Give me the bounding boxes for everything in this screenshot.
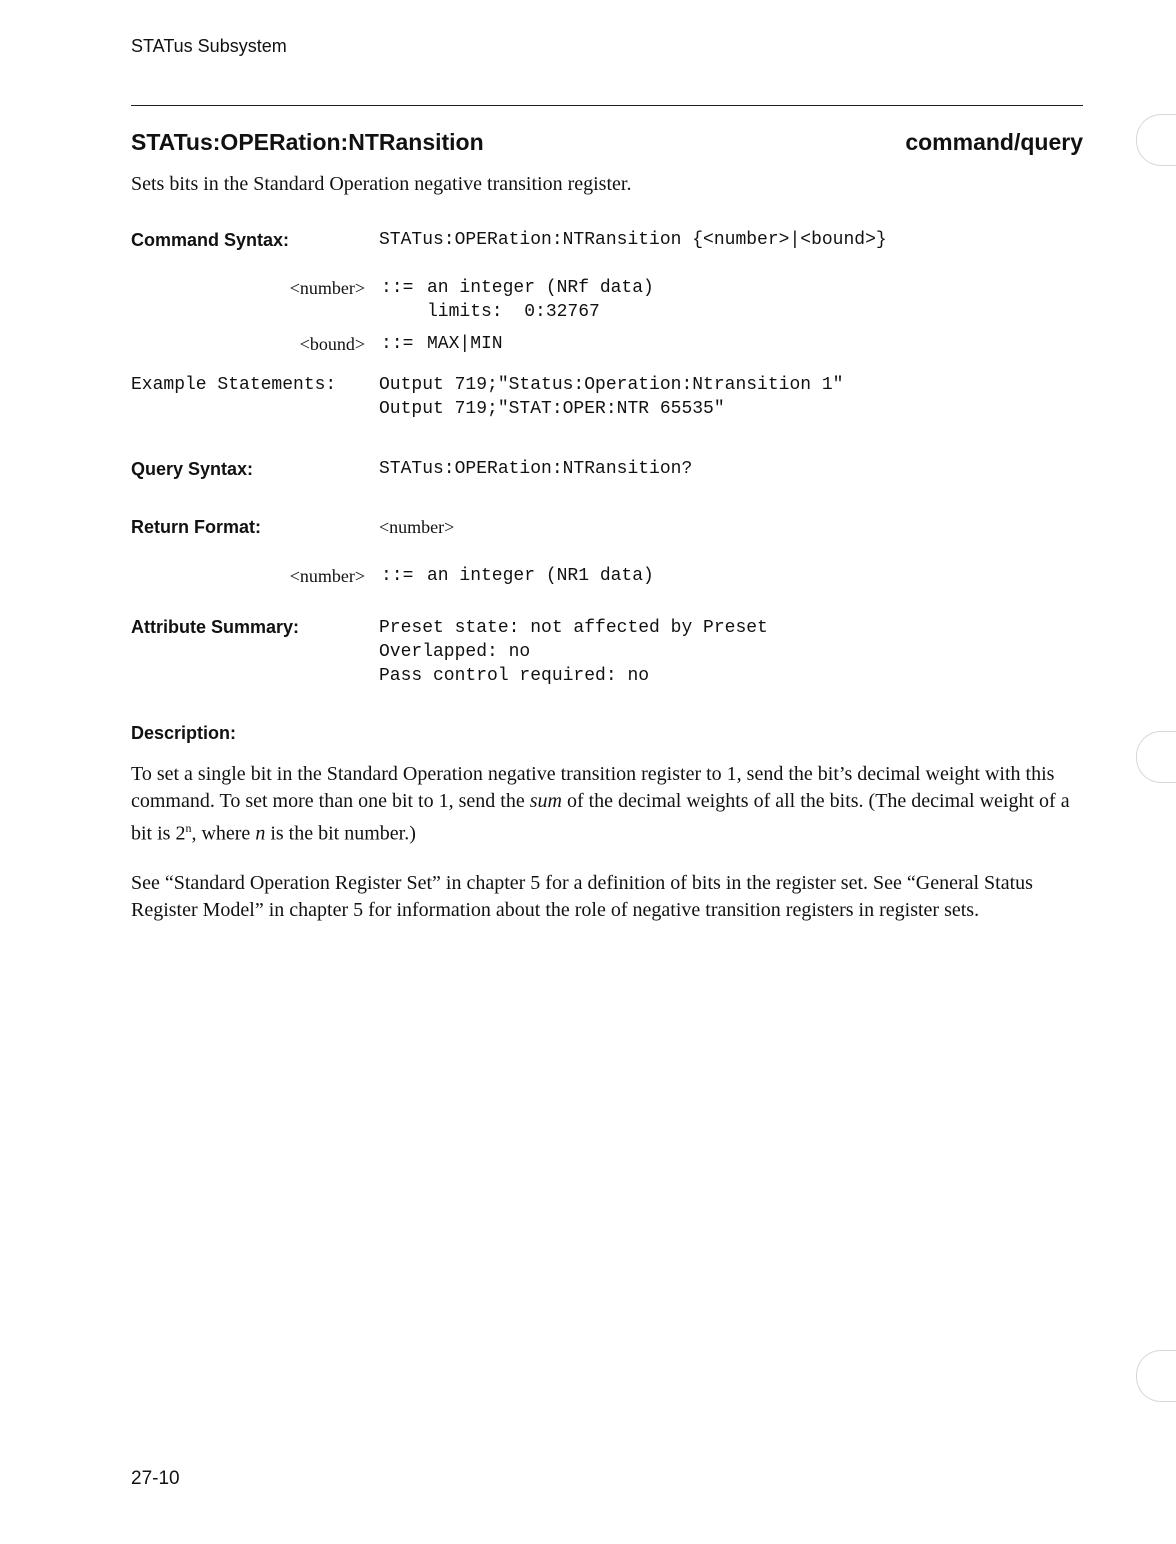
- bound-def-line: MAX|MIN: [427, 334, 503, 354]
- binder-hole: [1136, 114, 1176, 166]
- return-number-term: <number>: [289, 566, 365, 586]
- example-line: Output 719;"STAT:OPER:NTR 65535": [379, 399, 725, 419]
- header-rule: [131, 105, 1083, 106]
- command-syntax-value: STATus:OPERation:NTRansition {<number>|<bound>}: [379, 230, 887, 250]
- attribute-line: Overlapped: no: [379, 642, 531, 662]
- return-format-label: Return Format:: [131, 517, 261, 537]
- number-limits-line: limits: 0:32767: [427, 302, 600, 322]
- binder-hole: [1136, 1350, 1176, 1402]
- attribute-summary-label: Attribute Summary:: [131, 617, 300, 637]
- query-syntax-value: STATus:OPERation:NTRansition?: [379, 459, 693, 479]
- number-def-line: an integer (NRf data): [427, 278, 654, 298]
- running-header: STATus Subsystem: [131, 36, 287, 56]
- command-summary: Sets bits in the Standard Operation negative transition register.: [131, 173, 632, 195]
- page-number: 27-10: [131, 1468, 180, 1489]
- attribute-line: Preset state: not affected by Preset: [379, 618, 768, 638]
- query-syntax-label: Query Syntax:: [131, 459, 254, 479]
- bound-sep: ::=: [381, 334, 414, 354]
- number-term: <number>: [289, 278, 365, 298]
- bound-term: <bound>: [299, 334, 365, 354]
- example-statements-label: Example Statements:: [131, 375, 337, 395]
- return-number-def: an integer (NR1 data): [427, 566, 654, 586]
- command-title: STATus:OPERation:NTRansition: [131, 129, 484, 155]
- description-paragraph-2: See “Standard Operation Register Set” in chapter 5 for a definition of bits in the register set. See “General Status Register Model” in chapter 5 for information about the role of negative transition registers in register sets.: [131, 872, 1033, 921]
- return-format-value: <number>: [379, 517, 455, 537]
- number-sep: ::=: [381, 278, 414, 298]
- description-paragraph-1: To set a single bit in the Standard Operation negative transition register to 1, send the bit’s decimal weight with this command. To set more than one bit to 1, send the sum of the decimal weights of all the bits. (The decimal weight of a bit is 2$^n$, where n is the bit number.): [131, 763, 1070, 845]
- command-syntax-label: Command Syntax:: [131, 230, 290, 250]
- example-line: Output 719;"Status:Operation:Ntransition 1": [379, 375, 844, 395]
- command-type: command/query: [905, 129, 1083, 155]
- description-label: Description:: [131, 723, 237, 743]
- attribute-line: Pass control required: no: [379, 666, 650, 686]
- return-number-sep: ::=: [381, 566, 414, 586]
- binder-hole: [1136, 731, 1176, 783]
